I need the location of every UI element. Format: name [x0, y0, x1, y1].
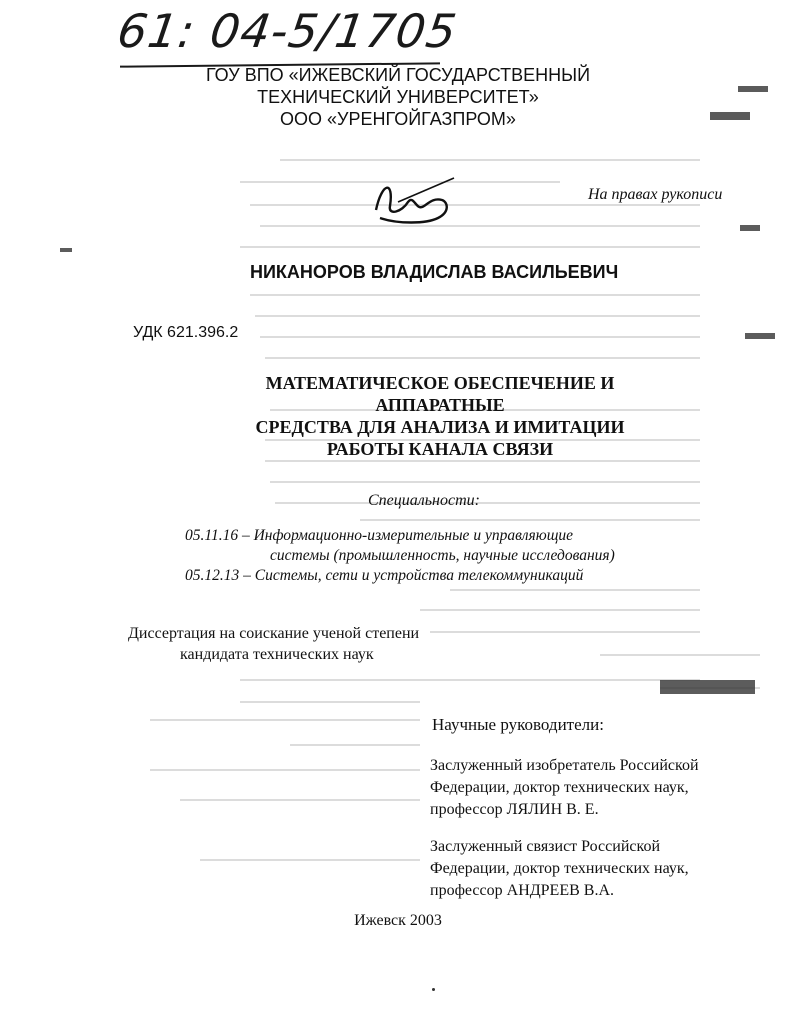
place-and-year: Ижевск 2003 — [354, 912, 442, 929]
organization-line: ТЕХНИЧЕСКИЙ УНИВЕРСИТЕТ» — [257, 87, 539, 107]
degree-line: кандидата технических наук — [180, 646, 374, 663]
supervisor-line: профессор АНДРЕЕВ В.А. — [430, 882, 614, 899]
organization-line: ООО «УРЕНГОЙГАЗПРОМ» — [280, 109, 516, 129]
title-line: СРЕДСТВА ДЛЯ АНАЛИЗА И ИМИТАЦИИ — [255, 417, 625, 437]
supervisor-second — [430, 836, 689, 902]
organization-line: ГОУ ВПО «ИЖЕВСКИЙ ГОСУДАРСТВЕННЫЙ — [205, 65, 591, 85]
supervisor-first — [430, 755, 699, 821]
specialty-item: системы (промышленность, научные исследования) — [270, 547, 615, 564]
supervisor-line: Заслуженный связист Российской — [430, 838, 661, 855]
degree-line: Диссертация на соискание ученой степени — [128, 625, 420, 642]
title-line: РАБОТЫ КАНАЛА СВЯЗИ — [326, 439, 554, 459]
title-line: МАТЕМАТИЧЕСКОЕ ОБЕСПЕЧЕНИЕ И АППАРАТНЫЕ — [265, 373, 615, 415]
supervisor-line: Заслуженный изобретатель Российской — [430, 757, 699, 774]
udk-code: УДК 621.396.2 — [133, 324, 239, 341]
manuscript-rights-note: На правах рукописи — [588, 186, 723, 203]
supervisors-label: Научные руководители: — [432, 715, 604, 734]
specialty-label: Специальности: — [368, 492, 480, 509]
scan-speck — [432, 988, 435, 991]
specialty-item: 05.12.13 – Системы, сети и устройства телекоммуникаций — [185, 567, 584, 584]
supervisor-line: профессор ЛЯЛИН В. Е. — [430, 801, 599, 818]
organization-header — [0, 64, 796, 130]
specialty-item: 05.11.16 – Информационно-измерительные и управляющие — [185, 527, 574, 544]
handwritten-archive-code: 61: 04-5/1705 — [114, 4, 461, 58]
supervisor-line: Федерации, доктор технических наук, — [430, 779, 689, 796]
dissertation-title — [200, 372, 680, 460]
handwritten-signature — [368, 172, 458, 232]
supervisor-line: Федерации, доктор технических наук, — [430, 860, 689, 877]
author-name: НИКАНОРОВ ВЛАДИСЛАВ ВАСИЛЬЕВИЧ — [250, 262, 619, 282]
